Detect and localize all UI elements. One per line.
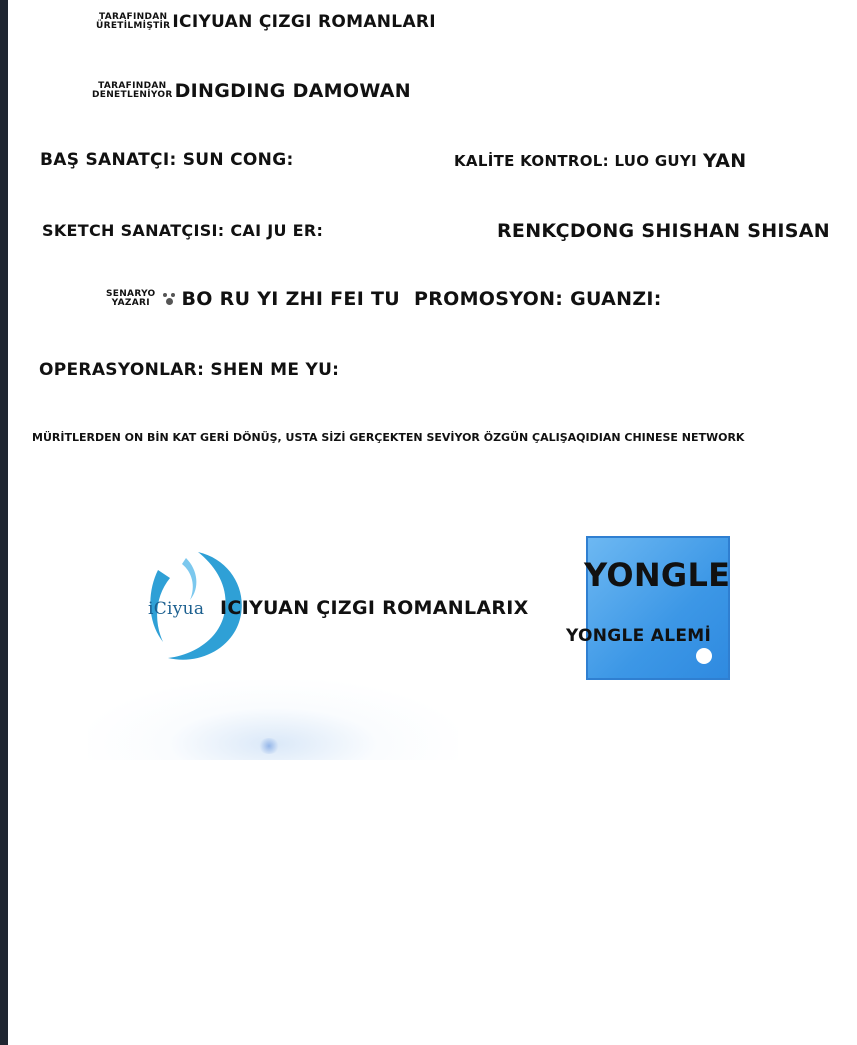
operations-credit: OPERASYONLAR: SHEN ME YU: [39,360,340,380]
supervisor-label-line1: TARAFINDAN [98,81,167,91]
credits-page [8,0,857,1045]
quality-control-suffix: YAN [702,150,747,172]
producer-name: ICIYUAN ÇIZGI ROMANLARI [172,12,436,32]
writer-label-line1: SENARYO [106,289,156,299]
producer-credit [96,12,436,32]
quality-control-text: KALİTE KONTROL: LUO GUYI [454,152,697,170]
color-credit: RENKÇDONG SHISHAN SHISAN [497,220,830,242]
supervisor-credit [92,80,411,102]
yongle-title: YONGLE [584,556,731,594]
producer-label [96,13,170,31]
lead-artist-credit: BAŞ SANATÇI: SUN CONG: [40,150,294,170]
writer-credit [106,288,662,310]
supervisor-label [92,82,173,100]
supervisor-name: DINGDING DAMOWAN [174,80,411,102]
promotion-credit: PROMOSYON: GUANZI: [413,288,662,310]
producer-label-line1: TARAFINDAN [99,12,168,22]
sketch-artist-credit: SKETCH SANATÇISI: CAI JU ER: [42,221,324,240]
producer-label-line2: ÜRETİLMİŞTİR [96,21,171,31]
supervisor-label-line2: DENETLENİYOR [92,90,173,100]
faded-dot [258,738,280,754]
ciyuan-logo-text: iCiyua [148,599,205,619]
writer-name: BO RU YI ZHI FEI TU [181,288,400,310]
writer-label [106,290,156,308]
paw-icon [162,292,176,306]
writer-label-line2: YAZARI [111,298,150,308]
tagline: MÜRİTLERDEN ON BİN KAT GERİ DÖNÜŞ, USTA SİZİ GERÇEKTEN SEVİYOR ÖZGÜN ÇALIŞAQIDIAN CHINESE NETWORK [32,431,745,444]
quality-control-credit [454,150,746,172]
ciyuan-caption: ICIYUAN ÇIZGI ROMANLARIX [220,597,529,619]
yongle-caption: YONGLE ALEMİ [566,626,712,646]
yongle-dot-icon [696,648,712,664]
